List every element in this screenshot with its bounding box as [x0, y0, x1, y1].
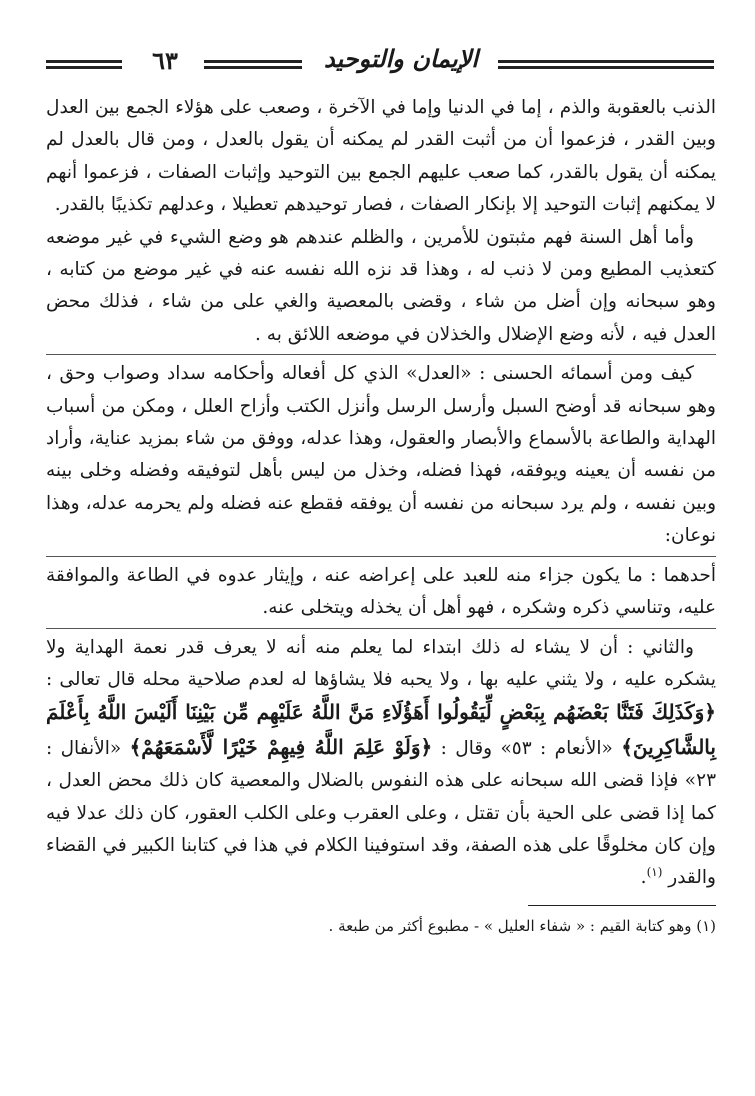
page-number: ٦٣: [152, 46, 178, 75]
header-rule-left: [46, 60, 122, 69]
footnote-marker: (١): [646, 865, 663, 880]
paragraph-3: كيف ومن أسمائه الحسنى : «العدل» الذي كل أفعاله وأحكامه سداد وصواب وحق ، وهو سبحانه قد أوضح السبل وأرسل الرسل وأنزل الكتب وأزاح العلل ، ومكن من أسباب الهداية والطاعة بالأسماع والأبصار والعقول، وهذا عدله، ووفق من شاء بمزيد عناية، وأراد من نفسه أن يعينه ويوفقه، فهذا فضله، وخذل من ليس بأهل لتوفيقه وفضله وخلى بينه وبين نفسه ، ولم يرد سبحانه من نفسه أن يوفقه فقطع عنه فضله ولم يحرمه عدله، وهذا نوعان:: [46, 358, 716, 556]
quran-verse-anam: ﴿وَكَذَلِكَ فَتَنَّا بَعْضَهُم بِبَعْضٍ لِّيَقُولُوا أَهَؤُلَاءِ مَنَّ اللَّهُ عَلَيْهِم مِّن بَيْنِنَا أَلَيْسَ اللَّهُ بِأَعْلَمَ بِالشَّاكِرِينَ﴾: [46, 700, 716, 759]
running-title: الإيمان والتوحيد: [323, 44, 479, 73]
paragraph-5-rest: فإذا قضى الله سبحانه على هذه النفوس بالضلال والمعصية كان ذلك محض العدل ، كما إذا قضى على الحية بأن تقتل ، وعلى العقرب وعلى الكلب العقور، كان ذلك عدلا فيه وإن كان مخلوقًا على هذه الصفة، وقد استوفينا الكلام في هذا في كتابنا الكبير في القضاء والقدر: [46, 770, 716, 889]
main-text: [46, 92, 716, 895]
paragraph-5-intro: والثاني : أن لا يشاء له ذلك ابتداء لما يعلم منه أنه لا يعرف قدر نعمة الهداية ولا يشكره عليه ، ولا يثني عليه بها ، ولا يحبه فلا يشاؤها له لعدم صلاحية محله قال تعالى :: [46, 636, 716, 690]
footnote: (١) وهو كتابة القيم : « شفاء العليل » - مطبوع أكثر من طبعة .: [328, 916, 716, 935]
surah-reference-anfal: «الأنفال : ٢٣»: [46, 737, 717, 792]
quran-verse-anfal: ﴿وَلَوْ عَلِمَ اللَّهُ فِيهِمْ خَيْرًا لَّأَسْمَعَهُمْ﴾: [129, 734, 433, 759]
header-rule-middle: [204, 60, 302, 69]
header-rule-right: [498, 60, 714, 69]
footnote-separator: [528, 905, 716, 906]
surah-reference-anam: «الأنعام : ٥٣» وقال :: [432, 737, 622, 759]
paragraph-2: وأما أهل السنة فهم مثبتون للأمرين ، والظلم عندهم هو وضع الشيء في غير موضعه كتعذيب المطيع ومن لا ذنب له ، وهذا قد نزه الله نفسه عنه في غير موضع من كتابه ، وهو سبحانه وإن أضل من شاء ، وقضى بالمعصية والغي على من شاء ، فذلك محض العدل فيه ، لأنه وضع الإضلال والخذلان في موضعه اللائق به .: [46, 222, 716, 356]
paragraph-5: [46, 632, 716, 895]
paragraph-1: الذنب بالعقوبة والذم ، إما في الدنيا وإما في الآخرة ، وصعب على هؤلاء الجمع بين العدل وبين القدر ، فزعموا أن من أثبت القدر لم يمكنه أن يقول بالعدل ، ومن قال بالعدل لم يمكنه أن يقول بالقدر، كما صعب عليهم الجمع بين التوحيد وإثبات الصفات ، فزعموا أنهم لا يمكنهم إثبات التوحيد إلا بإنكار الصفات ، فصار توحيدهم تعطيلا ، وعدلهم تكذيبًا بالقدر.: [46, 97, 716, 216]
book-page: [46, 40, 716, 1080]
page-header: [46, 40, 716, 86]
paragraph-4: أحدهما : ما يكون جزاء منه للعبد على إعراضه عنه ، وإيثار عدوه في الطاعة والموافقة عليه، وتناسي ذكره وشكره ، فهو أهل أن يخذله ويتخلى عنه.: [46, 560, 716, 629]
paragraph-5-end: .: [640, 867, 647, 889]
